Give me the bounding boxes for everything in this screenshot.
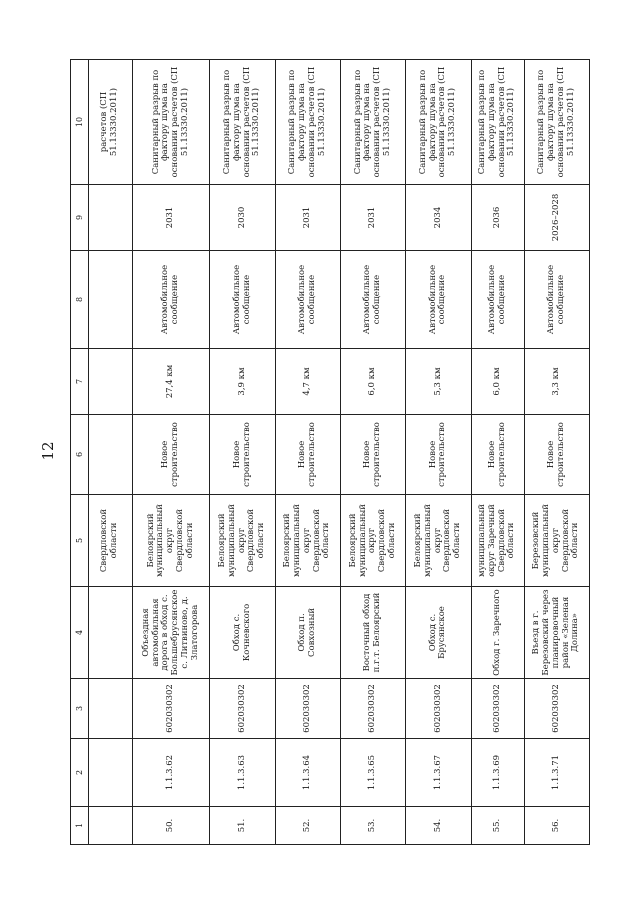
location-cell: Белоярский муниципальный округ Свердловской области [132, 495, 210, 587]
purpose-cell: Автомобильное сообщение [471, 251, 524, 349]
code-cell: 1.1.3.69 [471, 739, 524, 807]
location-cell: Белоярский муниципальный округ Свердловской области [406, 495, 471, 587]
year-cell: 2030 [210, 185, 275, 251]
header-cell: 8 [71, 251, 89, 349]
code-cell: 1.1.3.64 [275, 739, 340, 807]
classifier-cell: 602030302 [341, 679, 406, 739]
length-cell: 3,3 км [524, 349, 589, 415]
zone-cell: Санитарный разрыв по фактору шума на основании расчетов (СП 51.13330.2011) [524, 60, 589, 185]
code-cell: 1.1.3.63 [210, 739, 275, 807]
length-cell: 4,7 км [275, 349, 340, 415]
year-cell: 2031 [275, 185, 340, 251]
header-cell: 3 [71, 679, 89, 739]
year-cell: 2031 [341, 185, 406, 251]
objects-table [70, 59, 590, 845]
table-row [341, 60, 406, 845]
header-cell: 6 [71, 415, 89, 495]
object-name-cell: Обход г. Заречного [471, 587, 524, 679]
header-cell: 9 [71, 185, 89, 251]
location-cell: Белоярский муниципальный округ Свердловской области [210, 495, 275, 587]
location-cell: муниципальный округ Заречный Свердловской области [471, 495, 524, 587]
table-row [406, 60, 471, 845]
zone-cell: Санитарный разрыв по фактору шума на основании расчетов (СП 51.13330.2011) [132, 60, 210, 185]
year-cell: 2034 [406, 185, 471, 251]
table-row [275, 60, 340, 845]
header-cell: 2 [71, 739, 89, 807]
zone-cell: Санитарный разрыв по фактору шума на основании расчетов (СП 51.13330.2011) [471, 60, 524, 185]
purpose-cell: Автомобильное сообщение [275, 251, 340, 349]
classifier-cell: 602030302 [210, 679, 275, 739]
row-number-cell: 56. [524, 807, 589, 845]
purpose-cell: Автомобильное сообщение [210, 251, 275, 349]
construction-type-cell: Новое строительство [210, 415, 275, 495]
length-cell: 6,0 км [471, 349, 524, 415]
table-area [70, 60, 590, 845]
year-cell: 2026–2028 [524, 185, 589, 251]
year-cell: 2031 [132, 185, 210, 251]
length-cell: 3,9 км [210, 349, 275, 415]
object-name-cell: Обход с. Кочневского [210, 587, 275, 679]
location-cell: Березовский муниципальный округ Свердловской области [524, 495, 589, 587]
length-cell: 27,4 км [132, 349, 210, 415]
object-name-cell: Въезд в г. Березовский через планировочный район «Зеленая Долина» [524, 587, 589, 679]
continuation-row [88, 60, 132, 845]
row-number-cell: 51. [210, 807, 275, 845]
zone-cell: Санитарный разрыв по фактору шума на основании расчетов (СП 51.13330.2011) [341, 60, 406, 185]
header-cell: 5 [71, 495, 89, 587]
year-cell: 2036 [471, 185, 524, 251]
object-name-cell: Восточный обход п.г.т. Белоярский [341, 587, 406, 679]
continuation-cell: Свердловской области [88, 495, 132, 587]
purpose-cell: Автомобильное сообщение [524, 251, 589, 349]
code-cell: 1.1.3.67 [406, 739, 471, 807]
length-cell: 5,3 км [406, 349, 471, 415]
page-number: 12 [39, 441, 57, 461]
classifier-cell: 602030302 [471, 679, 524, 739]
zone-cell: Санитарный разрыв по фактору шума на основании расчетов (СП 51.13330.2011) [406, 60, 471, 185]
header-cell: 10 [71, 60, 89, 185]
zone-cell: Санитарный разрыв по фактору шума на основании расчетов (СП 51.13330.2011) [210, 60, 275, 185]
classifier-cell: 602030302 [406, 679, 471, 739]
table-row [524, 60, 589, 845]
location-cell: Белоярский муниципальный округ Свердловской области [275, 495, 340, 587]
classifier-cell: 602030302 [132, 679, 210, 739]
classifier-cell: 602030302 [275, 679, 340, 739]
object-name-cell: Объездная автомобильная дорога в обход с. Большебрусянское с. Литвиново, д. Златогорова [132, 587, 210, 679]
header-row [71, 60, 89, 845]
purpose-cell: Автомобильное сообщение [341, 251, 406, 349]
purpose-cell: Автомобильное сообщение [406, 251, 471, 349]
continuation-cell: расчетов (СП 51.13330.2011) [88, 60, 132, 185]
code-cell: 1.1.3.65 [341, 739, 406, 807]
construction-type-cell: Новое строительство [471, 415, 524, 495]
construction-type-cell: Новое строительство [132, 415, 210, 495]
object-name-cell: Обход п. Совхозный [275, 587, 340, 679]
row-number-cell: 55. [471, 807, 524, 845]
table-row [132, 60, 210, 845]
table-row [471, 60, 524, 845]
code-cell: 1.1.3.62 [132, 739, 210, 807]
row-number-cell: 52. [275, 807, 340, 845]
row-number-cell: 50. [132, 807, 210, 845]
classifier-cell: 602030302 [524, 679, 589, 739]
length-cell: 6,0 км [341, 349, 406, 415]
table-row [210, 60, 275, 845]
construction-type-cell: Новое строительство [275, 415, 340, 495]
header-cell: 7 [71, 349, 89, 415]
object-name-cell: Обход с. Брусянское [406, 587, 471, 679]
construction-type-cell: Новое строительство [406, 415, 471, 495]
purpose-cell: Автомобильное сообщение [132, 251, 210, 349]
zone-cell: Санитарный разрыв по фактору шума на основании расчетов (СП 51.13330.2011) [275, 60, 340, 185]
row-number-cell: 53. [341, 807, 406, 845]
location-cell: Белоярский муниципальный округ Свердловской области [341, 495, 406, 587]
row-number-cell: 54. [406, 807, 471, 845]
construction-type-cell: Новое строительство [341, 415, 406, 495]
code-cell: 1.1.3.71 [524, 739, 589, 807]
header-cell: 1 [71, 807, 89, 845]
header-cell: 4 [71, 587, 89, 679]
construction-type-cell: Новое строительство [524, 415, 589, 495]
